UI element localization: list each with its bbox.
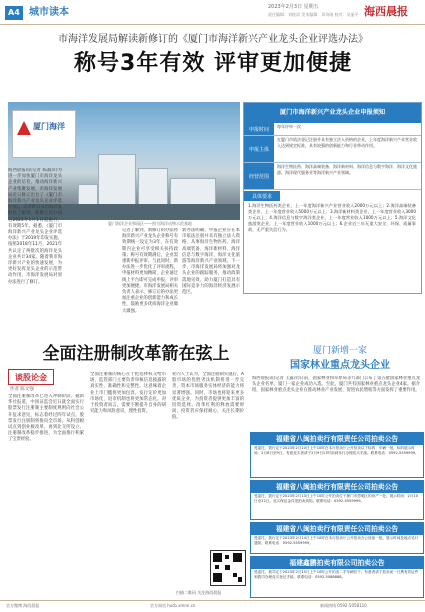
table-row-key: 申报主体 (244, 136, 274, 162)
table-row-key: 申报时间 (244, 123, 274, 135)
lead-kicker: 市海洋发展局解读新修订的《厦门市海洋新兴产业龙头企业评选办法》 (58, 34, 368, 45)
opinion-headline[interactable]: 全面注册制改革箭在弦上 (42, 344, 230, 364)
table-row-key: 经营范围 (244, 163, 274, 189)
forest-kicker: 厦门新增一家 (312, 346, 367, 356)
auction-notice-title: 福建鑫鹏拍卖有限公司拍卖公告 (251, 557, 423, 569)
forest-headline[interactable]: 国家林业重点龙头企业 (290, 360, 390, 371)
auction-notice[interactable] (250, 432, 424, 478)
opinion-byline: 作者 陈文强 (10, 387, 34, 392)
opinion-column-1: 全面注册制改革已进入冲刺阶段。据新华社报道，中国证监会近日就全面实行股票发行注册制主要制度规则向社会公开征求意见，标志着经过四年试点，股票发行注册制将推向全市场。从科创板试点到创业板改革，再到北交所设立，注册制改革稳步推进，为全面推行积累了宝贵经验。 (8, 394, 84, 443)
auction-notice[interactable] (250, 556, 424, 598)
forest-body: 海西晨报讯(记者 王露萍)日前，国家林业和草原局等九部门公布了第五批国家林业重点龙头企业名单，厦门一家企业成功入选。至此，厦门共有国家林业重点龙头企业4家。据介绍，国家林业重点龙头企业在推动林业产业发展、促进农民增收等方面发挥了重要作用。 (252, 376, 420, 394)
auction-notice-body: 受委托，我行定于2023年2月14日上午10时在本行拍卖厅公开拍卖办公设备一批。展示时间及地点另行通知。联系电话：0592-5559999。 (254, 536, 419, 545)
lead-headline[interactable]: 称号3年有效 评审更加便捷 (74, 51, 352, 76)
table-row (244, 123, 421, 136)
footer-weibo: 官方微博 海西晨报 (6, 603, 40, 608)
photo-caption: 厦门海洋企业和园区——图为海洋动物示范基地 (108, 221, 192, 226)
lead-column-2: 记者了解到，新修订的办法将海洋新兴产业龙头企业称号有效期统一设定为3年，在有效期内企业可享受相关扶持政策；称号有效期满后，企业需重新申报评审。与此同时，新办法进一步优化了评审流程，申报材料更加精简，企业通过线上平台即可完成申报，评审更加便捷。市海洋发展局相关负责人表示，修订后的办法更加注重企业的创新能力和成长性，鼓励更多优质海洋企业做大做强。 (122, 228, 178, 314)
editor-line: 责任编辑：刘桂清 美术编辑：邓诗刚 校对：吴丽平 (268, 12, 359, 17)
page-header (0, 0, 425, 25)
application-info-table (243, 102, 422, 294)
auction-notice[interactable] (250, 480, 424, 520)
section-name: 城市读本 (29, 7, 69, 18)
auction-notice-title: 福建省八闽拍卖行有限责任公司拍卖公告 (251, 433, 423, 445)
opinion-column-3: 业内人士认为，全面注册制实施后，A股市场的优胜劣汰机制将进一步完善，资本市场服务实体经济的能力将显著增强。同时，市场也将迎来更多优质企业，为投资者提供更加丰富的投资选择。改革红利的释放需要时间，投资者应保持耐心，关注长期价值。 (172, 372, 244, 421)
table-row (244, 136, 421, 163)
table-detail-header (244, 191, 421, 201)
table-row (244, 163, 421, 190)
footer-hotline: 新闻热线 0592-5058110 (320, 603, 367, 608)
page-number-badge: A4 (5, 6, 23, 20)
auction-notice-body: 受委托，我行定于2023年2月13日上午10时公开拍卖位于厦门市思明区的房产一处。展示时间：2月10日至12日。竞买保证金详见拍卖须知。联系电话：0592-5559999。 (254, 494, 418, 503)
qr-caption: 扫描二维码 关注海西晨报 (176, 590, 222, 595)
lead-column-1: 海西晨报讯(记者 陈淑萍)为进一步加快厦门市海洋龙头企业的培育，推动海洋新兴产业集聚发展，市海洋发展局近日修订出台了《厦门市海洋新兴产业龙头企业评选办法》。记者昨日从市海洋发展局了解到，新修订的办法自2023年1月1日起施行，有效期5年。据悉，《厦门市海洋新兴产业龙头企业评选办法》于2019年印发实施，按照2018年11月，2021年共认定了两批次的海洋龙头企业共计34家。随着我市海洋新兴产业的快速发展，为更好发挥龙头企业的示范带动作用，市海洋发展局对原办法进行了修订。 (8, 168, 62, 285)
qr-code-icon[interactable] (210, 550, 246, 586)
table-row-value: 在厦门市依法登记注册并具有独立法人资格的企业，上年度海洋新兴产业营业收入达到规定标准，具有较强的创新能力和行业带动作用。 (277, 137, 417, 148)
auction-notice-body: 受委托，我司定于2023年2月15日上午10时公开拍卖二手车辆若干。有意者请于拍卖前一日携有效证件到我司办理竞买登记手续。联系电话：0592-5088888。 (254, 570, 419, 579)
table-detail-text: 1.海洋生物医药类企业，上一年度海洋新兴产业营业收入2000万元以上；2.海洋高端装备类企业，上一年度营业收入5000万元以上；3.海洋新材料类企业，上一年度营业收入3000万元以上；4.海洋信息与数字海洋类企业，上一年度营业收入1000万元以上；5.海洋文化旅游类企业，上一年度营业收入1000万元以上；6.企业近三年无重大安全、环保、质量事故，无严重失信行为。 (248, 203, 416, 232)
auction-notice-body: 受委托，我行定于2023年2月10日上午10时在本行拍卖厅公开拍卖以下标的：车辆一批。标的展示时间：2月8日至9日。有意竞买者请于2月9日17时前到本行办理竞买手续。联系电话：0592-5559999。 (254, 446, 419, 455)
sail-logo-icon (17, 121, 31, 135)
newspaper-logo[interactable]: 海西晨报 (364, 5, 408, 18)
table-title: 厦门市海洋新兴产业龙头企业申报须知 (244, 103, 421, 123)
footer-website[interactable]: 官方网站 hxcb.xmnn.cn (150, 603, 196, 608)
auction-notice-title: 福建省八闽拍卖行有限责任公司拍卖公告 (251, 481, 423, 493)
auction-notice-title: 福建省八闽拍卖行有限责任公司拍卖公告 (251, 523, 423, 535)
lead-column-3: 新办法明确，申报企业应在本市依法注册并具有独立法人资格，从事海洋生物医药、海洋高端装备、海洋新材料、海洋信息与数字海洋、海洋文化旅游等海洋新兴产业领域。下一步，市海洋发展局将加强对龙头企业的跟踪服务，推动政策落地见效，助力厦门打造具有国际竞争力的海洋经济发展示范区。 (182, 228, 240, 296)
opinion-column-2: 全面注册制的核心在于把选择权交给市场，监管部门主要负责审核信息披露的真实性、准确性和完整性。这意味着企业上市门槛将更加包容，发行定价更加市场化，退市机制也将更加常态化。对于投资者而言，需要不断提升自身的研究能力和风险意识，理性投资。 (90, 372, 166, 415)
logo-card-text: 厦门海洋 (33, 122, 65, 131)
table-detail-key: 具体要求 (244, 191, 280, 201)
column-badge: 谈股论金 (8, 369, 54, 385)
table-row-value: 海洋生物医药、海洋高端装备、海洋新材料、海洋信息与数字海洋、海洋文化旅游、海洋现代服务业等海洋新兴产业领域。 (277, 164, 417, 175)
ocean-logo-card (12, 110, 76, 158)
date-line: 2023年2月3日 星期五 (268, 4, 319, 10)
auction-notice[interactable] (250, 522, 424, 554)
table-row-value: 每年评审一次 (277, 124, 301, 129)
page-footer (0, 600, 425, 612)
